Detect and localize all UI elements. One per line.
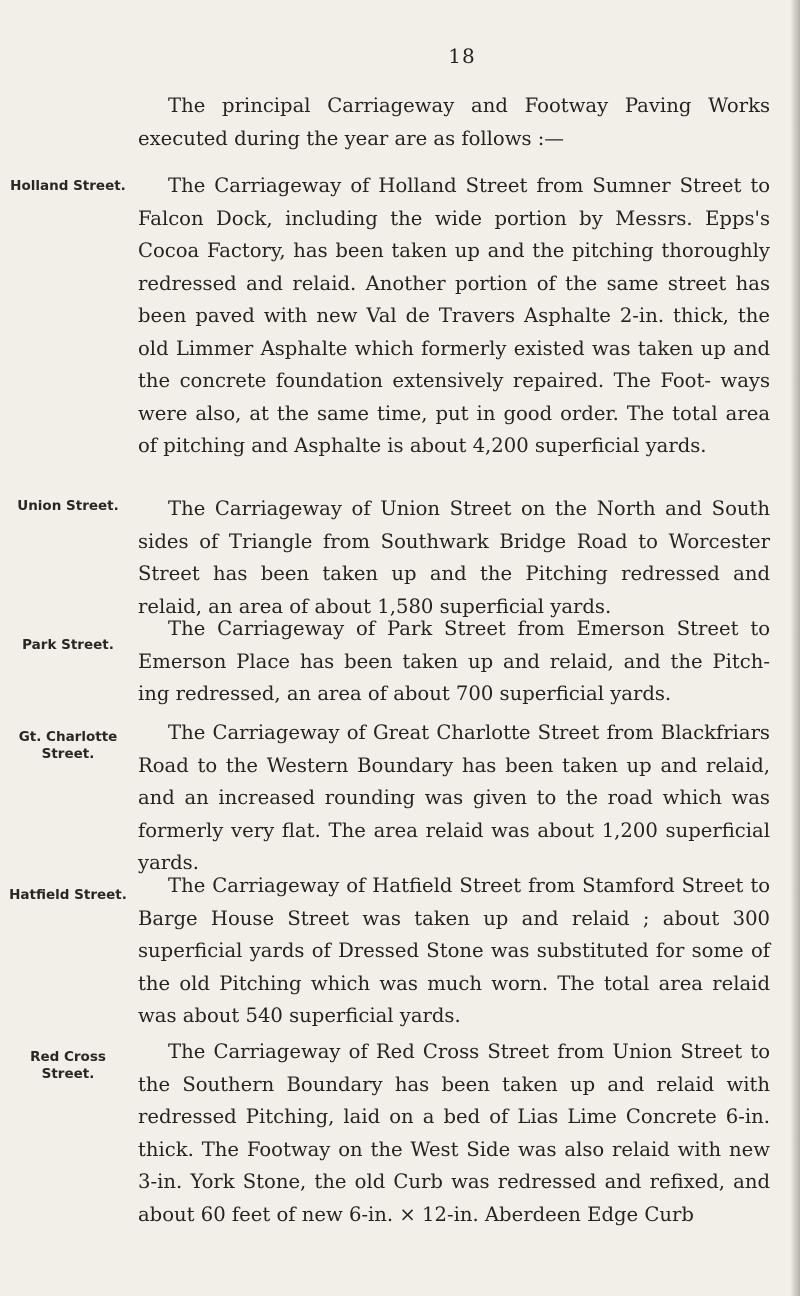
paragraph-union-street: The Carriageway of Union Street on the North and South sides of Triangle from Southwark Bridge Road to Worcester Street has been taken up and the Pitching redressed and relaid, an area of about 1,580 superficial yards. [138, 497, 770, 618]
page-number: 18 [448, 44, 476, 68]
side-label-holland-street: Holland Street. [10, 178, 126, 194]
intro-paragraph: The principal Carriageway and Footway Paving Works executed during the year are as follows :— [138, 94, 770, 150]
side-label-hatfield-street: Hatfield Street. [9, 887, 127, 903]
page-edge-shadow [790, 0, 800, 1296]
paragraph-park-street: The Carriageway of Park Street from Emerson Street to Emerson Place has been taken up and relaid, and the Pitch- ing redressed, an area of about 700 superficial yards. [138, 617, 770, 705]
paragraph-hatfield-street: The Carriageway of Hatfield Street from Stamford Street to Barge House Street was taken up and relaid ; about 300 superficial yards of Dressed Stone was substituted for some of the old Pitching which was much worn. The total area relaid was about 540 superficial yards. [138, 874, 770, 1027]
paragraph-gt-charlotte-street: The Carriageway of Great Charlotte Street from Blackfriars Road to the Western Boundary has been taken up and relaid, and an increased rounding was given to the road which was formerly very flat. The area relaid was about 1,200 superficial yards. [138, 721, 770, 874]
side-label-union-street: Union Street. [17, 498, 119, 514]
side-label-gt-charlotte-street: Gt. Charlotte Street. [18, 729, 118, 762]
side-label-red-cross-street: Red Cross Street. [30, 1049, 106, 1082]
side-label-park-street: Park Street. [22, 637, 114, 653]
paragraph-red-cross-street: The Carriageway of Red Cross Street from Union Street to the Southern Boundary has been taken up and relaid with redressed Pitching, laid on a bed of Lias Lime Concrete 6-in. thick. The Footway on the West Side was also relaid with new 3-in. York Stone, the old Curb was redressed and refixed, and about 60 feet of new 6-in. × 12-in. Aberdeen Edge Curb [138, 1040, 770, 1226]
paragraph-holland-street: The Carriageway of Holland Street from Sumner Street to Falcon Dock, including the wide portion by Messrs. Epps's Cocoa Factory, has been taken up and the pitching thoroughly redressed and relaid. Another portion of the same street has been paved with new Val de Travers Asphalte 2-in. thick, the old Limmer Asphalte which formerly existed was taken up and the concrete foundation extensively repaired. The Foot- ways were also, at the same time, put in good order. The total area of pitching and Asphalte is about 4,200 superficial yards. [138, 174, 770, 457]
